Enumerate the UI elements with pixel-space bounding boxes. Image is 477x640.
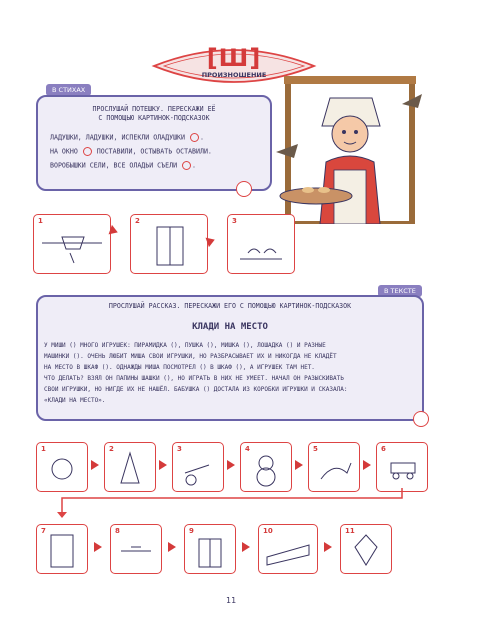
- page-number: 11: [226, 596, 237, 605]
- row1-arrow-2: [159, 460, 167, 470]
- verse-line-2: НА ОКНО ПОСТАВИЛИ, ОСТЫВАТЬ ОСТАВИЛИ.: [50, 147, 212, 156]
- verse-panel: [36, 95, 272, 191]
- row-connector: [36, 488, 436, 518]
- story-picture-7: 7: [36, 524, 88, 574]
- section-tag-verse: В СТИХАХ: [46, 84, 91, 96]
- grandmother-illustration: [272, 74, 432, 224]
- verse-line-1: ЛАДУШКИ, ЛАДУШКИ, ИСПЕКЛИ ОЛАДУШКИ .: [50, 133, 204, 142]
- story-line-1: У МИШИ () МНОГО ИГРУШЕК: ПИРАМИДКА (), ПУШКА (), МИШКА (), ЛОШАДКА () И РАЗНЫЕ: [44, 342, 326, 349]
- row1-arrow-4: [295, 460, 303, 470]
- story-row-2: [36, 524, 436, 584]
- header-subtitle: ПРОИЗНОШЕНИЕ: [201, 71, 267, 79]
- story-picture-5: 5: [308, 442, 360, 492]
- verse-picture-2: 2: [130, 214, 208, 274]
- story-line-4: ЧТО ДЕЛАТЬ? ВЗЯЛ ОН ПАПИНЫ ШАШКИ (), НО ИГРАТЬ В НИХ НЕ УМЕЕТ. НАЧАЛ ОН РАЗЫСКИВАТЬ: [44, 375, 344, 382]
- story-picture-11: 11: [340, 524, 392, 574]
- text-instruction: ПРОСЛУШАЙ РАССКАЗ. ПЕРЕСКАЖИ ЕГО С ПОМОЩЬЮ КАРТИНОК-ПОДСКАЗОК: [108, 302, 352, 310]
- verse-line-3: ВОРОБЫШКИ СЕЛИ, ВСЕ ОЛАДЬИ СЪЕЛИ .: [50, 161, 197, 170]
- story-picture-10: 10: [258, 524, 318, 574]
- story-picture-9: 9: [184, 524, 236, 574]
- row2-arrow-1: [94, 542, 102, 552]
- row1-arrow-3: [227, 460, 235, 470]
- story-line-2: МАШИНКИ (). ОЧЕНЬ ЛЮБИТ МИША СВОИ ИГРУШКИ, НО РАЗБРАСЫВАЕТ ИХ И НИКОГДА НЕ КЛАДЁТ: [44, 353, 337, 360]
- header-letter: [Ш]: [206, 44, 262, 72]
- story-picture-6: 6: [376, 442, 428, 492]
- arrow-1-2: [109, 225, 120, 237]
- story-line-6: «КЛАДИ НА МЕСТО».: [44, 397, 106, 404]
- text-audio-button[interactable]: [413, 411, 429, 427]
- row2-arrow-2: [168, 542, 176, 552]
- section-tag-text: В ТЕКСТЕ: [378, 285, 422, 297]
- verse-instruction-1: ПРОСЛУШАЙ ПОТЕШКУ. ПЕРЕСКАЖИ ЕЁ: [92, 105, 216, 113]
- story-picture-4: 4: [240, 442, 292, 492]
- story-line-3: НА МЕСТО В ШКАФ (). ОДНАЖДЫ МИША ПОСМОТРЕЛ () В ШКАФ (), А ИГРУШЕК ТАМ НЕТ.: [44, 364, 315, 371]
- story-line-5: СВОИ ИГРУШКИ, НО НИГДЕ ИХ НЕ НАШЁЛ. БАБУШКА () ДОСТАЛА ИЗ КОРОБКИ ИГРУШКИ И СКАЗАЛА:: [44, 386, 348, 393]
- story-title: КЛАДИ НА МЕСТО: [192, 322, 268, 332]
- story-picture-2: 2: [104, 442, 156, 492]
- row2-arrow-3: [242, 542, 250, 552]
- row2-arrow-4: [324, 542, 332, 552]
- text-panel: [36, 295, 424, 421]
- verse-picture-1: 1: [33, 214, 111, 274]
- story-picture-3: 3: [172, 442, 224, 492]
- verse-instruction-2: С ПОМОЩЬЮ КАРТИНОК-ПОДСКАЗОК: [98, 114, 210, 122]
- row1-arrow-5: [363, 460, 371, 470]
- row1-arrow-1: [91, 460, 99, 470]
- story-picture-1: 1: [36, 442, 88, 492]
- verse-audio-button[interactable]: [236, 181, 252, 197]
- story-picture-8: 8: [110, 524, 162, 574]
- verse-picture-3: 3: [227, 214, 295, 274]
